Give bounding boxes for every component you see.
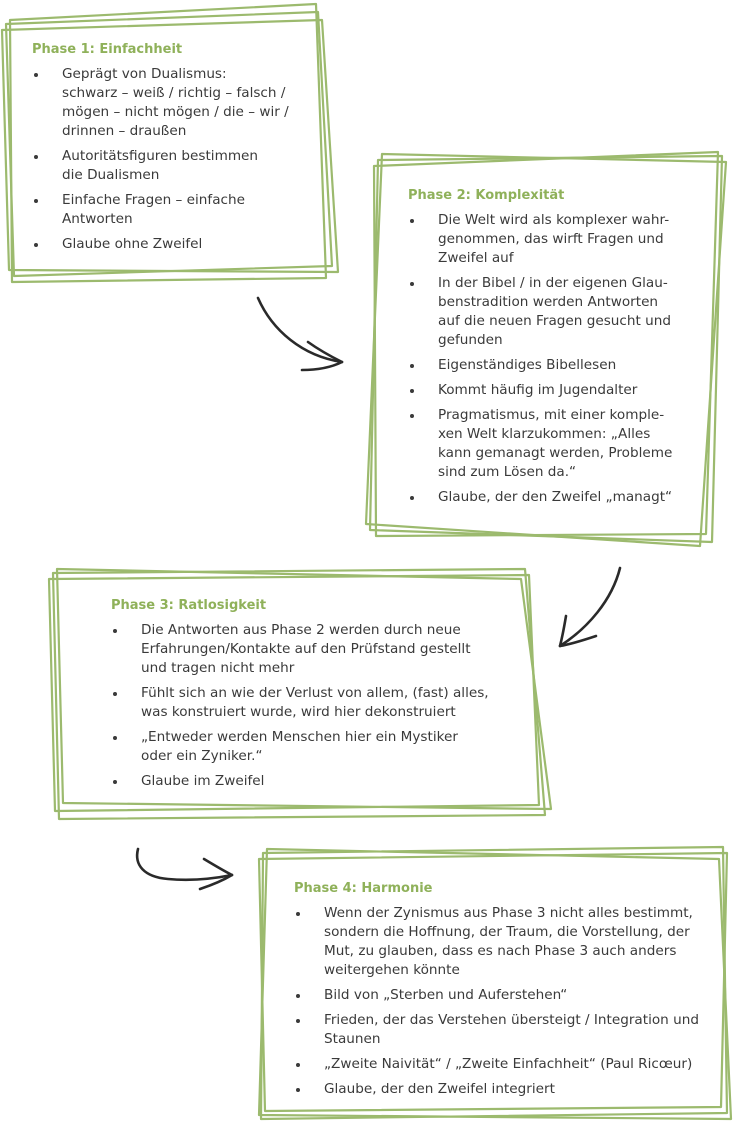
list-item: Wenn der Zynismus aus Phase 3 nicht alles bestimmt, sondern die Hoffnung, der Traum, die Vorstellung, der Mut, zu glauben, dass es nach Phase 3 auch anders weitergehen könnte (294, 904, 714, 980)
list-item: Frieden, der das Verstehen übersteigt / Integration und Staunen (294, 1011, 714, 1049)
phase-3-list (111, 621, 531, 791)
list-item: „Zweite Naivität“ / „Zweite Einfachheit“ (Paul Ricœur) (294, 1055, 714, 1074)
list-item: Glaube im Zweifel (111, 772, 531, 791)
phase-4-list (294, 904, 714, 1099)
list-item: Fühlt sich an wie der Verlust von allem, (fast) alles, was konstruiert wurde, wird hier dekonstruiert (111, 684, 531, 722)
arrow-phase-3-to-4-icon (128, 843, 243, 893)
list-item: Eigenständiges Bibellesen (408, 356, 698, 375)
phase-1-box (32, 42, 317, 260)
arrow-phase-2-to-3-icon (548, 560, 638, 660)
list-item: In der Bibel / in der eigenen Glau- benstradition werden Antworten auf die neuen Fragen gesucht und gefunden (408, 274, 698, 350)
phase-2-box (408, 188, 698, 513)
phase-1-list (32, 65, 317, 254)
list-item: Kommt häufig im Jugendalter (408, 381, 698, 400)
phase-2-title: Phase 2: Komplexität (408, 188, 565, 203)
phase-2-list (408, 211, 698, 507)
list-item: Einfache Fragen – einfache Antworten (32, 191, 317, 229)
phase-1-title: Phase 1: Einfachheit (32, 42, 183, 57)
phase-3-title: Phase 3: Ratlosigkeit (111, 598, 267, 613)
list-item: Pragmatismus, mit einer komple- xen Welt klarzukommen: „Alles kann gemanagt werden, Probleme sind zum Lösen da.“ (408, 406, 698, 482)
list-item: Die Welt wird als komplexer wahr- genommen, das wirft Fragen und Zweifel auf (408, 211, 698, 268)
list-item: „Entweder werden Menschen hier ein Mystiker oder ein Zyniker.“ (111, 728, 531, 766)
arrow-phase-1-to-2-icon (250, 290, 360, 385)
list-item: Autoritätsfiguren bestimmen die Dualismen (32, 147, 317, 185)
list-item: Bild von „Sterben und Auferstehen“ (294, 986, 714, 1005)
list-item: Die Antworten aus Phase 2 werden durch neue Erfahrungen/Kontakte auf den Prüfstand gestellt und tragen nicht mehr (111, 621, 531, 678)
phase-4-title: Phase 4: Harmonie (294, 881, 433, 896)
phase-4-box (294, 881, 714, 1105)
list-item: Geprägt von Dualismus: schwarz – weiß / richtig – falsch / mögen – nicht mögen / die – wir / drinnen – draußen (32, 65, 317, 141)
list-item: Glaube, der den Zweifel „managt“ (408, 488, 698, 507)
list-item: Glaube, der den Zweifel integriert (294, 1080, 714, 1099)
list-item: Glaube ohne Zweifel (32, 235, 317, 254)
phase-3-box (111, 598, 531, 797)
